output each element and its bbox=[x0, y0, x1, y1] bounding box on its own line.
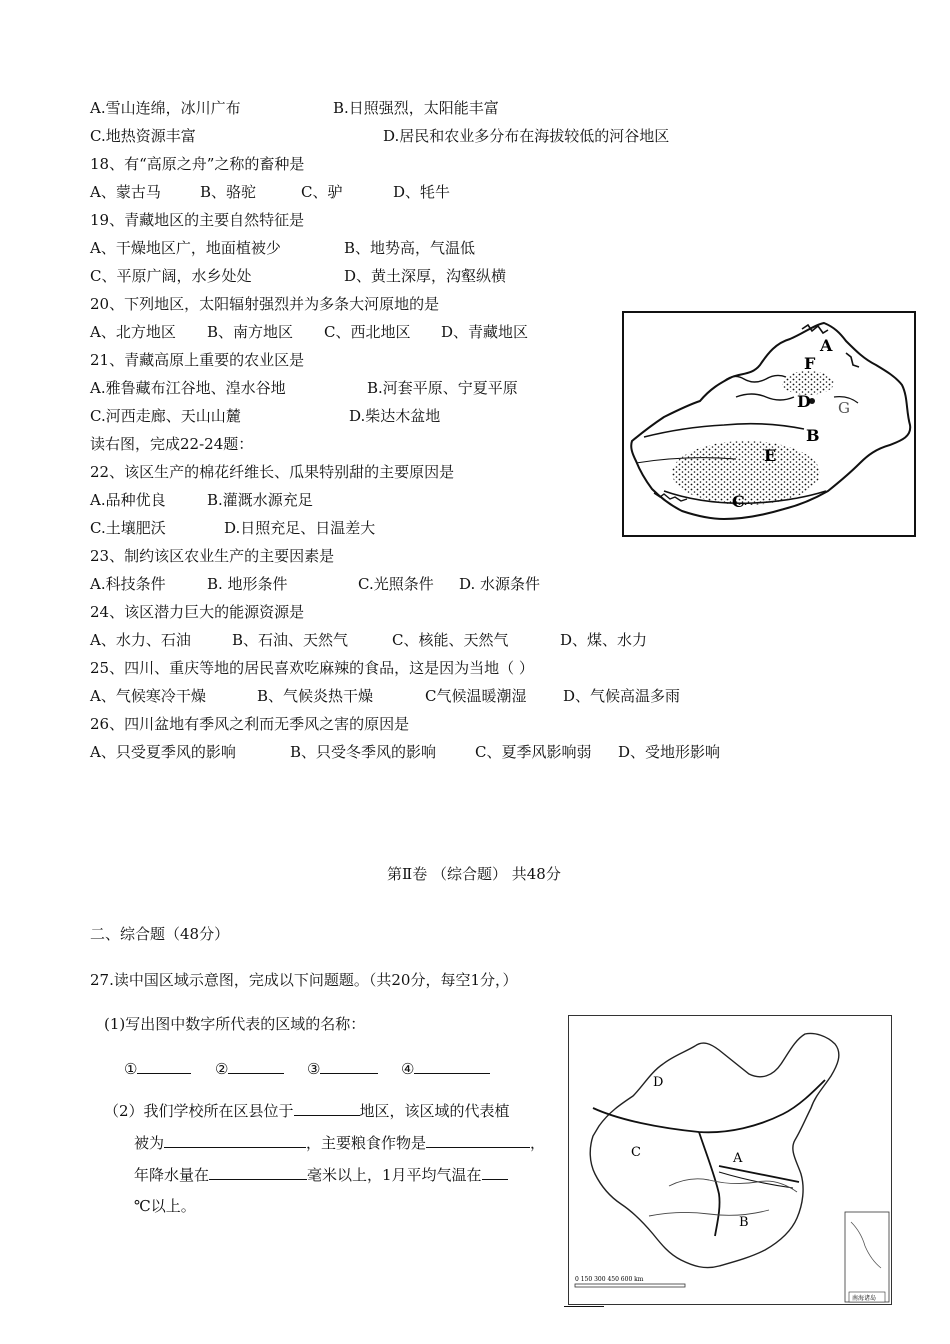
map-region-c: C bbox=[631, 1145, 641, 1160]
text-line-8-1: B、南方地区 bbox=[207, 323, 294, 341]
text-line-0-0: A.雪山连绵，冰川广布 bbox=[90, 99, 241, 117]
answer-line[interactable] bbox=[209, 1164, 307, 1180]
map-label-a: A bbox=[820, 336, 833, 355]
text-line-27-0: (1)写出图中数字所代表的区域的名称： bbox=[104, 1015, 366, 1033]
blank-number: ④ bbox=[401, 1060, 415, 1078]
answer-line[interactable] bbox=[482, 1164, 508, 1180]
text-line-17-2: C.光照条件 bbox=[358, 575, 434, 593]
answer-line[interactable] bbox=[137, 1058, 191, 1074]
text-line-22-0: 26、四川盆地有季风之利而无季风之害的原因是 bbox=[90, 715, 410, 733]
text-line-23-1: B、只受冬季风的影响 bbox=[290, 743, 437, 761]
map-label-f: F bbox=[804, 354, 816, 373]
map-label-d: D bbox=[797, 392, 811, 411]
q2-line-0 bbox=[104, 1100, 510, 1121]
blank-number: ② bbox=[215, 1060, 229, 1078]
q2-line-1 bbox=[134, 1132, 545, 1153]
text-line-14-0: A.品种优良 bbox=[90, 491, 166, 509]
text-line-3-1: B、骆驼 bbox=[200, 183, 257, 201]
text-line-8-2: C、西北地区 bbox=[324, 323, 411, 341]
text-line-21-0: A、气候寒冷干燥 bbox=[90, 687, 206, 705]
text-line-19-3: D、煤、水力 bbox=[560, 631, 648, 649]
text-line-10-0: A.雅鲁藏布江谷地、湟水谷地 bbox=[90, 379, 286, 397]
q2-text: 地区，该区域的代表植 bbox=[359, 1102, 510, 1120]
text-line-21-1: B、气候炎热干燥 bbox=[257, 687, 374, 705]
answer-line[interactable] bbox=[164, 1132, 306, 1148]
map-label-b: B bbox=[806, 426, 820, 445]
text-line-5-1: B、地势高，气温低 bbox=[344, 239, 476, 257]
blank-4 bbox=[401, 1058, 490, 1079]
text-line-21-2: C气候温暖潮湿 bbox=[425, 687, 527, 705]
text-line-15-1: D.日照充足、日温差大 bbox=[224, 519, 376, 537]
text-line-19-1: B、石油、天然气 bbox=[232, 631, 349, 649]
text-line-5-0: A、干燥地区广，地面植被少 bbox=[90, 239, 281, 257]
answer-line[interactable] bbox=[294, 1100, 360, 1116]
text-line-1-1: D.居民和农业多分布在海拔较低的河谷地区 bbox=[383, 127, 670, 145]
blank-number: ① bbox=[124, 1060, 138, 1078]
text-line-23-2: C、夏季风影响弱 bbox=[475, 743, 592, 761]
text-line-19-2: C、核能、天然气 bbox=[392, 631, 509, 649]
q2-text: 毫米以上，1月平均气温在 bbox=[307, 1166, 482, 1184]
text-line-18-0: 24、该区潜力巨大的能源资源是 bbox=[90, 603, 305, 621]
text-line-23-0: A、只受夏季风的影响 bbox=[90, 743, 236, 761]
text-line-0-1: B.日照强烈，太阳能丰富 bbox=[333, 99, 499, 117]
text-line-8-3: D、青藏地区 bbox=[441, 323, 529, 341]
text-line-21-3: D、气候高温多雨 bbox=[563, 687, 681, 705]
answer-line[interactable] bbox=[320, 1058, 378, 1074]
text-line-23-3: D、受地形影响 bbox=[618, 743, 721, 761]
map-inset-label: 南海诸岛 bbox=[852, 1295, 877, 1302]
text-line-14-1: B.灌溉水源充足 bbox=[207, 491, 313, 509]
text-line-11-1: D.柴达木盆地 bbox=[349, 407, 441, 425]
q2-line-3 bbox=[134, 1196, 196, 1216]
china-region-map bbox=[568, 1015, 892, 1305]
q2-line-2 bbox=[134, 1164, 508, 1185]
q2-text: ℃以上。 bbox=[134, 1197, 196, 1215]
q2-text: （2）我们学校所在区县位于 bbox=[104, 1102, 294, 1120]
text-line-13-0: 22、该区生产的棉花纤维长、瓜果特别甜的主要原因是 bbox=[90, 463, 455, 481]
blank-1 bbox=[124, 1058, 191, 1079]
text-line-3-3: D、牦牛 bbox=[393, 183, 451, 201]
text-line-20-0: 25、四川、重庆等地的居民喜欢吃麻辣的食品，这是因为当地（ ） bbox=[90, 659, 534, 677]
text-line-11-0: C.河西走廊、天山山麓 bbox=[90, 407, 241, 425]
text-line-17-1: B. 地形条件 bbox=[207, 575, 288, 593]
text-line-3-2: C、驴 bbox=[301, 183, 343, 201]
map-label-g: G bbox=[838, 399, 850, 417]
text-line-17-0: A.科技条件 bbox=[90, 575, 166, 593]
text-line-19-0: A、水力、石油 bbox=[90, 631, 191, 649]
text-line-9-0: 21、青藏高原上重要的农业区是 bbox=[90, 351, 305, 369]
blank-2 bbox=[215, 1058, 284, 1079]
text-line-6-0: C、平原广阔，水乡处处 bbox=[90, 267, 252, 285]
map2-tail-line bbox=[564, 1306, 604, 1307]
text-line-4-0: 19、青藏地区的主要自然特征是 bbox=[90, 211, 305, 229]
text-line-7-0: 20、下列地区，太阳辐射强烈并为多条大河原地的是 bbox=[90, 295, 440, 313]
map-region-a: A bbox=[733, 1151, 743, 1166]
text-line-2-0: 18、有“高原之舟”之称的畜种是 bbox=[90, 155, 305, 173]
text-line-16-0: 23、制约该区农业生产的主要因素是 bbox=[90, 547, 335, 565]
q2-text: ， bbox=[530, 1134, 546, 1152]
map-region-b: B bbox=[739, 1215, 749, 1230]
q2-text: 年降水量在 bbox=[134, 1166, 210, 1184]
northwest-region-map bbox=[622, 311, 916, 537]
text-line-24-0: 第Ⅱ卷 （综合题） 共48分 bbox=[387, 865, 561, 883]
map-label-e: E bbox=[764, 446, 777, 465]
text-line-3-0: A、蒙古马 bbox=[90, 183, 161, 201]
map-label-c: C bbox=[732, 492, 745, 511]
text-line-1-0: C.地热资源丰富 bbox=[90, 127, 196, 145]
map-region-d: D bbox=[653, 1075, 664, 1090]
text-line-10-1: B.河套平原、宁夏平原 bbox=[367, 379, 518, 397]
text-line-17-3: D. 水源条件 bbox=[459, 575, 541, 593]
answer-line[interactable] bbox=[426, 1132, 530, 1148]
q2-text: 被为 bbox=[134, 1134, 165, 1152]
text-line-12-0: 读右图，完成22-24题： bbox=[90, 435, 254, 453]
answer-line[interactable] bbox=[228, 1058, 284, 1074]
text-line-15-0: C.土壤肥沃 bbox=[90, 519, 166, 537]
answer-line[interactable] bbox=[414, 1058, 490, 1074]
text-line-6-1: D、黄土深厚，沟壑纵横 bbox=[344, 267, 507, 285]
text-line-26-0: 27.读中国区域示意图，完成以下问题题。（共20分，每空1分，） bbox=[90, 971, 518, 989]
text-line-8-0: A、北方地区 bbox=[90, 323, 176, 341]
q2-text: ，主要粮食作物是 bbox=[306, 1134, 427, 1152]
blank-3 bbox=[307, 1058, 378, 1079]
map-scale: 0 150 300 450 600 km bbox=[575, 1276, 644, 1283]
blank-number: ③ bbox=[307, 1060, 321, 1078]
text-line-25-0: 二、综合题（48分） bbox=[90, 925, 230, 943]
